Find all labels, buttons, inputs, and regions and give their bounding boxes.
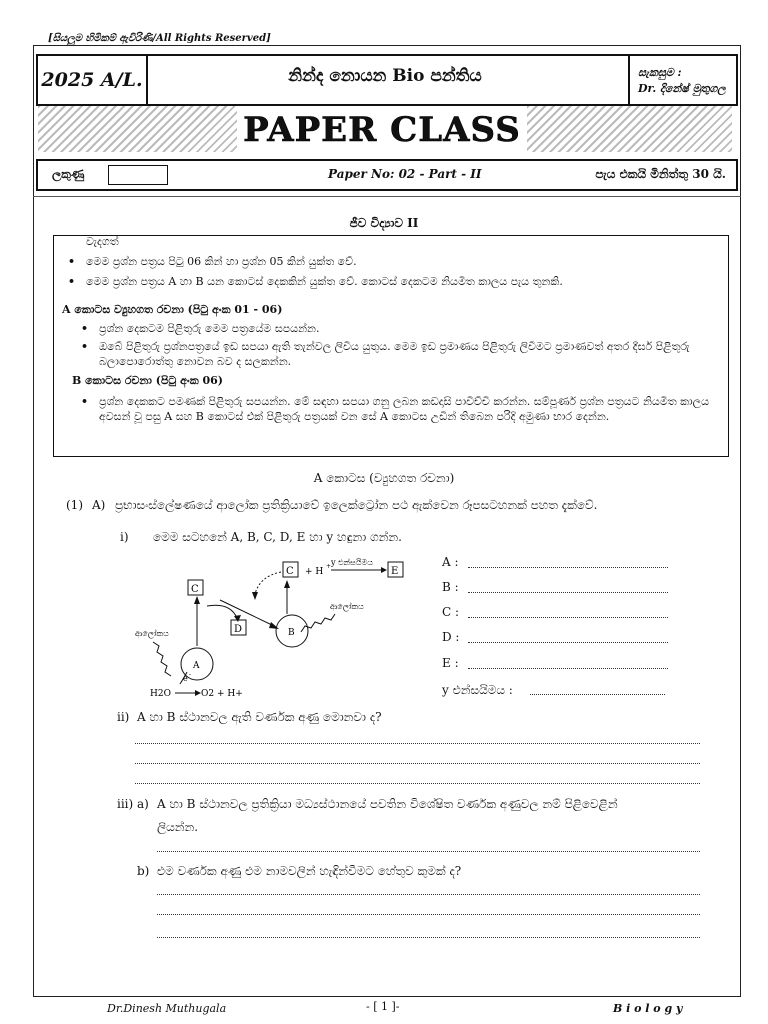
answer-label-E: E : xyxy=(442,656,459,670)
duration: පැය එකයි මිනිත්තු 30 යි. xyxy=(595,167,726,181)
banner-stripes-left xyxy=(38,106,238,152)
edited-by xyxy=(628,56,736,104)
partB-title: B කොටස රචනා (පිටු අංක 06) xyxy=(72,374,223,387)
banner-stripes-right xyxy=(527,106,732,152)
arrow-head xyxy=(284,580,290,588)
instruction-item: • ප්‍රශ්න දෙකකට පමණක් පිළිතුරු සපයන්න. මේ සඳහා සපයා ගනු ලබන කඩදාසි පාවිච්චි කරන්න. සම්පූර්ණ ප්‍රශ්න පත්‍රයට නියමිත කාලය අවසන් වූ පසු A සහ B කොටස් එක් පිළිතුරු පත්‍රයක් වන සේ A කොටස උඩින් තිබෙන පරිදි අමුණා භාර දෙන්න. xyxy=(99,394,719,424)
header-box xyxy=(36,54,738,106)
answer-label-B: B : xyxy=(442,580,459,594)
box-C-label: C xyxy=(191,584,199,595)
paper-class-banner: PAPER CLASS xyxy=(237,110,527,150)
subq-iii-b-text: එම වර්ණක අණු එම නාමවලින් හැඳින්වීමට හේතුව කුමක් ද? xyxy=(157,864,462,878)
footer-author: Dr.Dinesh Muthugala xyxy=(107,1002,227,1015)
instruction-item: • ඔබේ පිළිතුරු ප්‍රශ්නපත්‍රයේ ඉඩ සපයා ඇති තැන්වල ලිවිය යුතුය. මෙම ඉඩ ප්‍රමාණය පිළිතුරු ලිවීමට ප්‍රමාණවත් අතර දීර්ඝ පිළිතුරු බලාපොරොත්තු නොවන බව ද සලකන්න. xyxy=(99,339,719,369)
marks-label: ලකුණු xyxy=(52,167,85,181)
answer-label-y: y එන්සයිමය : xyxy=(442,683,513,697)
paper-number: Paper No: 02 - Part - II xyxy=(328,167,482,181)
answer-label-C: C : xyxy=(442,605,460,619)
water-label: H2O xyxy=(150,689,171,699)
answer-label-A: A : xyxy=(442,555,459,569)
partA-title: A කොටස ව්‍යුහගත රචනා (පිටු අංක 01 - 06) xyxy=(62,303,283,316)
instructions-heading: වැදගත් xyxy=(86,235,119,248)
curve-C-to-D xyxy=(207,605,237,618)
answer-line[interactable] xyxy=(135,762,700,764)
answer-line[interactable] xyxy=(157,936,700,938)
subq-i-text: මෙම සටහනේ A, B, C, D, E හා y හඳුනා ගන්න. xyxy=(153,530,402,544)
subq-ii-label: ii) xyxy=(117,710,130,724)
products-label: O2 + H+ xyxy=(201,689,243,699)
instruction-item: • ප්‍රශ්න දෙකටම පිළිතුරු මෙම පත්‍රයේම සපයන්න. xyxy=(99,322,719,336)
info-bar xyxy=(36,159,738,191)
light-label-right: ආලෝකය xyxy=(330,602,364,611)
circle-A-label: A xyxy=(193,661,200,671)
light-label-left: ආලෝකය xyxy=(135,629,169,638)
answer-line-B[interactable] xyxy=(468,591,668,593)
instruction-item: • මෙම ප්‍රශ්න පත්‍රය A හා B යන කොටස් දෙකකින් යුක්ත වේ. කොටස් දෙකටම නියමිත කාලය පැය තුනකි. xyxy=(86,275,716,289)
instruction-item: • මෙම ප්‍රශ්න පත්‍රය පිටු 06 කින් හා ප්‍රශ්න 05 කින් යුක්ත වේ. xyxy=(86,255,716,269)
answer-line-A[interactable] xyxy=(468,566,668,568)
edited-by-label: සැකසුම : xyxy=(638,66,682,79)
box-C2-label: C xyxy=(286,566,294,577)
dotted-arrow xyxy=(255,572,281,594)
instructions-box xyxy=(53,235,729,457)
plus-h: + H xyxy=(305,567,324,577)
electron-label: e xyxy=(183,674,188,683)
box-D-label: D xyxy=(234,624,243,635)
electron-superscript: - xyxy=(189,671,192,678)
arrow-head xyxy=(381,567,387,573)
h-superscript: + xyxy=(326,563,332,570)
y-enzyme-label: y එන්සයිමය xyxy=(331,558,373,567)
box-E-label: E xyxy=(391,566,399,577)
answer-line-y[interactable] xyxy=(530,693,665,695)
page-number: - [ 1 ]- xyxy=(366,1000,400,1013)
answer-line[interactable] xyxy=(135,782,700,784)
arrow-head xyxy=(194,596,200,604)
separator xyxy=(33,196,741,197)
answer-line[interactable] xyxy=(157,893,700,895)
question-number: (1) xyxy=(66,498,83,512)
edited-by-name: Dr. දිනේෂ් මුතුගල xyxy=(638,82,726,95)
subq-iii-a-text: A හා B ස්ථානවල ප්‍රතික්‍රියා මධ්‍යස්ථානයේ පවතින විශේෂිත වර්ණක අණුවල නම් පිළිවෙළින් xyxy=(157,797,618,811)
subject-title: ජීව විද්‍යාව II xyxy=(349,216,419,230)
answer-line[interactable] xyxy=(157,850,700,852)
electron-flow-diagram xyxy=(135,554,420,704)
exam-year: 2025 A/L. xyxy=(38,56,148,104)
subq-i-label: i) xyxy=(120,530,129,544)
footer-subject: B i o l o g y xyxy=(613,1002,683,1015)
rights-notice: [සියලුම හිමිකම් ඇවිරිණි/All Rights Reserved] xyxy=(48,33,271,44)
arrow-to-B xyxy=(220,600,274,626)
answer-line-D[interactable] xyxy=(468,641,668,643)
question-part: A) xyxy=(92,498,106,512)
answer-label-D: D : xyxy=(442,630,460,644)
answer-line-E[interactable] xyxy=(468,667,668,669)
subq-iii-a-text-cont: ලියන්න. xyxy=(157,820,199,834)
question-stem: ප්‍රභාසංස්ලේෂණයේ ආලෝක ප්‍රතික්‍රියාවේ ඉලෙක්ට්‍රෝන පථ ඇක්වෙන රූපසටහනක් පහත දැක්වේ. xyxy=(115,498,598,512)
answer-line[interactable] xyxy=(157,913,700,915)
marks-box[interactable] xyxy=(108,165,168,185)
subq-ii-text: A හා B ස්ථානවල ඇති වර්ණක අණු මොනවා ද? xyxy=(137,710,382,724)
subq-iii-label: iii) a) xyxy=(117,797,149,811)
arrow-head xyxy=(252,592,258,600)
answer-line-C[interactable] xyxy=(468,616,668,618)
answer-line[interactable] xyxy=(135,742,700,744)
light-wave-left xyxy=(153,642,171,676)
sectionA-title: A කොටස (ව්‍යුහගත රචනා) xyxy=(313,471,455,485)
circle-B-label: B xyxy=(288,628,295,638)
subq-iii-b-label: b) xyxy=(137,864,150,878)
class-title: නින්ද නොයන Bio පන්තිය xyxy=(288,66,482,86)
